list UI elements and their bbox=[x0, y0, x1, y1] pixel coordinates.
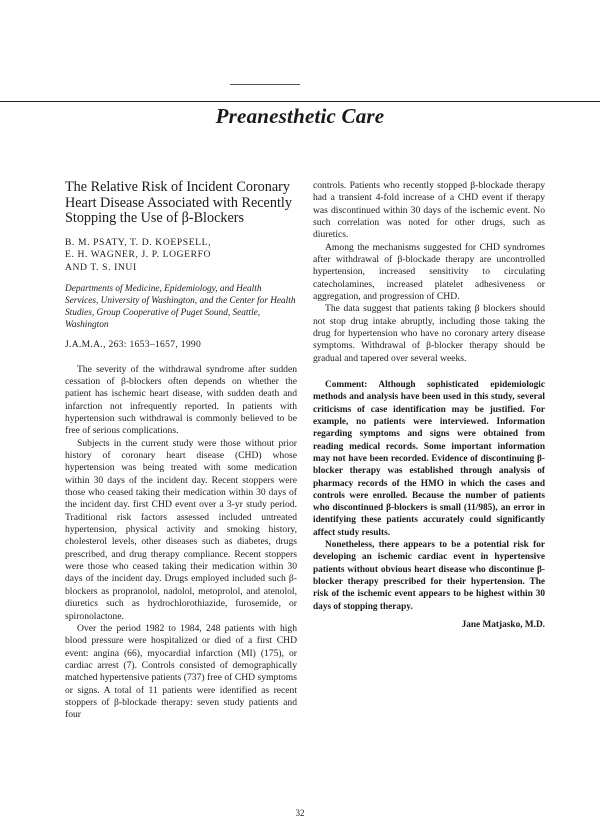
body-paragraph: Over the period 1982 to 1984, 248 patients with high blood pressure were hospitalized or died of a first CHD event: angina (66), myocardial infarction (MI) (175), or cardiac arrest (7). Controls consisted of demographically matched hypertensive patients (737) free of CHD symptoms or signs. A total of 11 patients were identified as recent stoppers of β-blockade therapy: seven study patients and four bbox=[65, 622, 297, 721]
authors-line: AND T. S. INUI bbox=[65, 261, 137, 273]
authors-line: B. M. PSATY, T. D. KOEPSELL, bbox=[65, 236, 212, 248]
body-paragraph: Subjects in the current study were those without prior history of coronary heart disease (CHD) whose hypertension was being treated with some medication within 30 days of the incident day. Recent stoppers were those who ceased taking their medication within 30 days of the incident day. first CHD event over a 3-yr study period. Traditional risk factors assessed included untreated hypertension, physical activity and smoking history, cholesterol levels, other diseases such as diabetes, drugs prescribed, and drug therapy compliance. Recent stoppers were those who ceased taking their medication within 30 days of the incident day. Drugs employed included such β-blockers as propranolol, nadolol, metoprolol, and atenolol, diuretics such as hydrochlorothiazide, furosemide, or spironolactone. bbox=[65, 437, 297, 622]
citation: J.A.M.A., 263: 1653–1657, 1990 bbox=[65, 339, 202, 351]
body-paragraph: The data suggest that patients taking β blockers should not stop drug intake abruptly, including those taking the drug for hypertension who have no coronary artery disease symptoms. Withdrawal of β-blocker therapy should be gradual and tapered over several weeks. bbox=[313, 303, 545, 364]
header-rule bbox=[0, 101, 600, 102]
reviewer-signature: Jane Matjasko, M.D. bbox=[461, 619, 545, 630]
author-list bbox=[65, 237, 297, 275]
page-number: 32 bbox=[295, 808, 305, 818]
comment-paragraph: Comment: Although sophisticated epidemiologic methods and analysis have been used in this study, several criticisms of case identification may be justified. For example, no patients were interviewed. Information regarding symptoms and signs were obtained from reading medical records. Some important information may not have been recorded. Evidence of discontinuing β-blocker therapy was established through analysis of pharmacy records of the HMO in which the cases and controls were enrolled. Because the number of patients who discontinued β-blockers is small (11/985), an error in identifying these patients accurately could significantly affect study results. bbox=[313, 380, 545, 538]
right-column bbox=[313, 180, 545, 631]
spacer bbox=[313, 365, 545, 379]
authors-line: E. H. WAGNER, J. P. LOGERFO bbox=[65, 249, 212, 261]
header-tick-rule bbox=[230, 84, 300, 85]
comment-paragraph: Nonetheless, there appears to be a potential risk for developing an ischemic cardiac event in hypertensive patients without obvious heart disease who discontinue β-blocker therapy prescribed for their hypertension. The risk of the ischemic event appears to be highest within 30 days of stopping therapy. bbox=[313, 540, 545, 612]
left-column bbox=[65, 180, 297, 722]
article-title: The Relative Risk of Incident Coronary Heart Disease Associated with Recently Stopping the Use of β-Blockers bbox=[65, 179, 292, 227]
body-paragraph: Among the mechanisms suggested for CHD syndromes after withdrawal of β-blockade therapy are uncontrolled hypertension, increased sensitivity to circulating catecholamines, increased platelet adhesiveness or aggregation, and progression of CHD. bbox=[313, 241, 545, 303]
body-paragraph: controls. Patients who recently stopped β-blockade therapy had a transient 4-fold increase of a CHD event if therapy was discontinued within 30 days of the ischemic event. No such correlation was noted for other drugs, such as diuretics. bbox=[313, 180, 545, 241]
body-paragraph: The severity of the withdrawal syndrome after sudden cessation of β-blockers often depends on whether the patient has ischemic heart disease, with sudden death and infarction not infrequently reported. In patients with hypertension such withdrawal is commonly believed to be free of serious complications. bbox=[65, 363, 297, 437]
affiliation: Departments of Medicine, Epidemiology, and Health Services, University of Washington, and the Center for Health Studies, Group Cooperative of Puget Sound, Seattle, Washington bbox=[65, 284, 296, 331]
section-title: Preanesthetic Care bbox=[215, 104, 385, 128]
